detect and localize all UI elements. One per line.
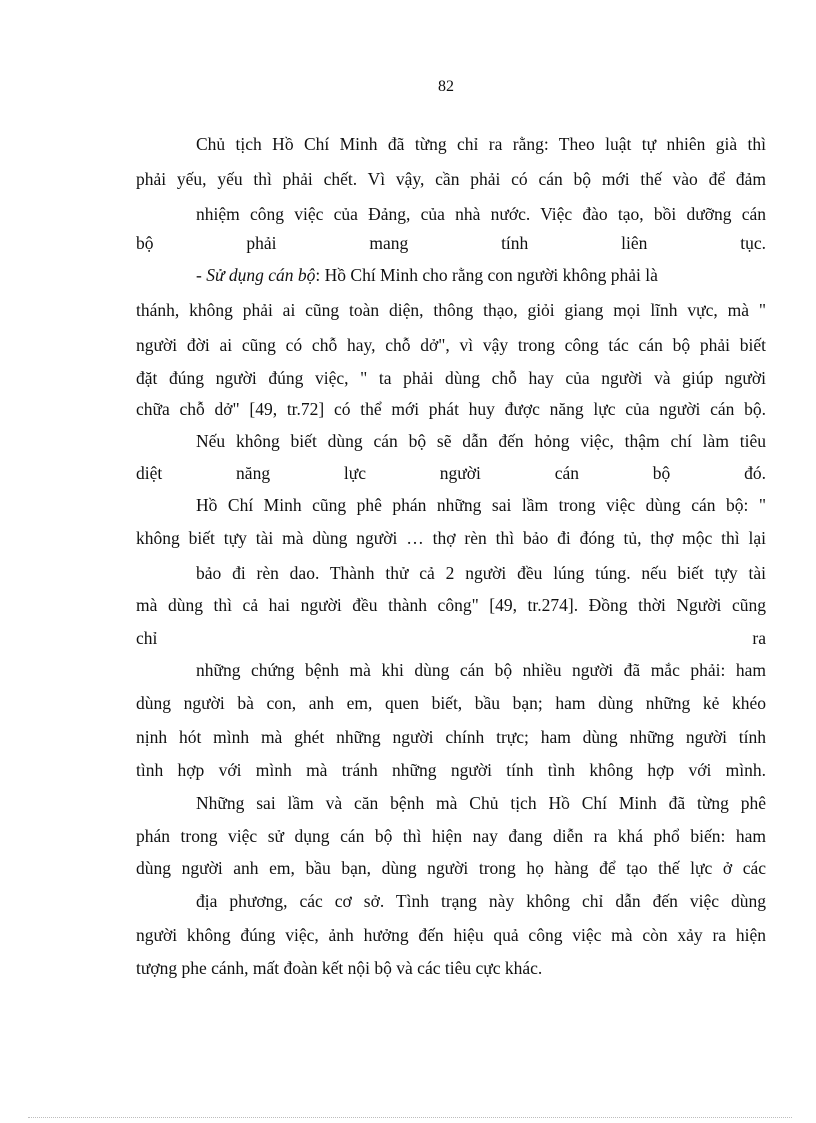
text-line: - Sử dụng cán bộ: Hồ Chí Minh cho rằng con người không phải là <box>196 265 658 285</box>
text-line: không biết tựy tài mà dùng người … thợ rèn thì bảo đi đóng tủ, thợ mộc thì lại <box>136 528 766 548</box>
text-line: dùng người bà con, anh em, quen biết, bầu bạn; ham dùng những kẻ khéo <box>136 693 766 713</box>
text-fragment: : Hồ Chí Minh cho rằng con người không phải là <box>315 265 658 285</box>
text-line: mà dùng thì cả hai người đều thành công" [49, tr.274]. Đồng thời Người cũng <box>136 595 766 615</box>
text-line: tượng phe cánh, mất đoàn kết nội bộ và các tiêu cực khác. <box>136 958 543 978</box>
text-line: bộ phải mang tính liên tục. <box>136 233 766 253</box>
text-line: Những sai lầm và căn bệnh mà Chủ tịch Hồ Chí Minh đã từng phê <box>196 793 766 813</box>
text-line: diệt năng lực người cán bộ đó. <box>136 463 766 483</box>
text-line: thánh, không phải ai cũng toàn diện, thông thạo, giỏi giang mọi lĩnh vực, mà " <box>136 300 766 320</box>
text-line: chữa chỗ dở" [49, tr.72] có thể mới phát huy được năng lực của người cán bộ. <box>136 399 766 419</box>
text-line: đặt đúng người đúng việc, " ta phải dùng chỗ hay của người và giúp người <box>136 368 766 388</box>
italic-term: Sử dụng cán bộ <box>206 265 316 285</box>
text-line: nhiệm công việc của Đảng, của nhà nước. Việc đào tạo, bồi dưỡng cán <box>196 204 766 224</box>
page-number: 82 <box>438 78 454 95</box>
text-line: người đời ai cũng có chỗ hay, chỗ dở", vì vậy trong công tác cán bộ phải biết <box>136 335 766 355</box>
text-line: phải yếu, yếu thì phải chết. Vì vậy, cần phải có cán bộ mới thế vào để đảm <box>136 169 766 189</box>
text-line: những chứng bệnh mà khi dùng cán bộ nhiều người đã mắc phải: ham <box>196 660 766 680</box>
text-line: người không đúng việc, ảnh hưởng đến hiệu quả công việc mà còn xảy ra hiện <box>136 925 766 945</box>
text-line: chỉ ra <box>136 628 766 648</box>
text-line: Chủ tịch Hồ Chí Minh đã từng chỉ ra rằng: Theo luật tự nhiên già thì <box>196 134 766 154</box>
text-line: tình hợp với mình mà tránh những người tính tình không hợp với mình. <box>136 760 766 780</box>
text-line: địa phương, các cơ sở. Tình trạng này không chỉ dẫn đến việc dùng <box>196 891 766 911</box>
text-line: dùng người anh em, bầu bạn, dùng người trong họ hàng để tạo thế lực ở các <box>136 858 766 878</box>
text-line: Nếu không biết dùng cán bộ sẽ dẫn đến hỏng việc, thậm chí làm tiêu <box>196 431 766 451</box>
footer-divider <box>28 1117 792 1118</box>
text-line: nịnh hót mình mà ghét những người chính trực; ham dùng những người tính <box>136 727 766 747</box>
text-line: phán trong việc sử dụng cán bộ thì hiện nay đang diễn ra khá phổ biến: ham <box>136 826 766 846</box>
text-line: Hồ Chí Minh cũng phê phán những sai lầm trong việc dùng cán bộ: " <box>196 495 766 515</box>
text-line: bảo đi rèn dao. Thành thử cả 2 người đều lúng túng. nếu biết tựy tài <box>196 563 766 583</box>
